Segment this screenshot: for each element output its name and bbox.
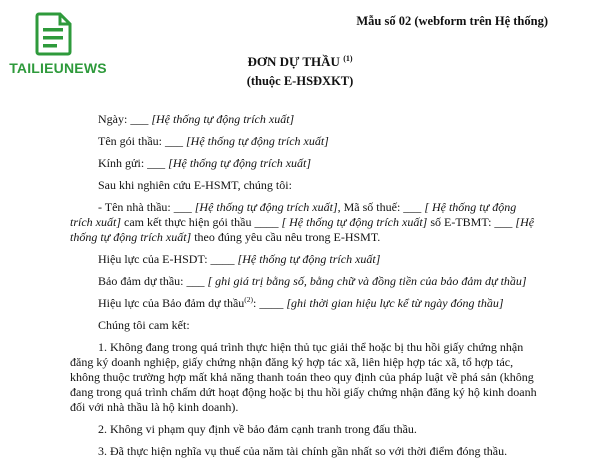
commitment-item: 2. Không vi phạm quy định về bảo đảm cạnh tranh trong đấu thầu.: [98, 422, 417, 436]
date-value: [Hệ thống tự động trích xuất]: [151, 112, 295, 126]
guarantee-validity-footnote: (2): [244, 295, 254, 304]
guarantee-label: Bảo đảm dự thầu: ___: [98, 274, 205, 288]
logo-text: TAILIEUNEWS: [9, 60, 107, 76]
commitment-intro: Chúng tôi cam kết:: [98, 318, 190, 332]
guarantee-validity-line: [70, 296, 538, 311]
guarantee-validity-label: Hiệu lực của Bảo đảm dự thầu: [98, 296, 245, 310]
validity-value: [Hệ thống tự động trích xuất]: [237, 252, 381, 266]
document-subtitle: (thuộc E-HSĐXKT): [246, 74, 354, 88]
recipient-value: [Hệ thống tự động trích xuất]: [168, 156, 312, 170]
document-title: [0, 54, 600, 70]
title-text: ĐƠN DỰ THẦU: [247, 54, 340, 69]
intro-line: Sau khi nghiên cứu E-HSMT, chúng tôi:: [98, 178, 292, 192]
bidder-paragraph: [70, 200, 538, 245]
bidder-closing: theo đúng yêu cầu nêu trong E-HSMT.: [191, 230, 381, 244]
validity-line: [70, 252, 538, 267]
document-body: [70, 112, 538, 466]
tax-code-value: [ Hệ thống tự động trích xuất]: [70, 200, 517, 229]
commitment-item: 3. Đã thực hiện nghĩa vụ thuế của năm tài chính gần nhất so với thời điểm đóng thầu.: [98, 444, 508, 458]
etbmt-value: [Hệ thống tự động trích xuất]: [70, 215, 535, 244]
document-icon: [34, 12, 74, 56]
guarantee-value: [ ghi giá trị bằng số, bằng chữ và đồng tiền của bảo đảm dự thầu]: [207, 274, 527, 288]
bidder-name-value: [Hệ thống tự động trích xuất]: [194, 200, 338, 214]
title-footnote: (1): [343, 54, 353, 63]
package-line: [70, 134, 538, 149]
recipient-line: [70, 156, 538, 171]
validity-label: Hiệu lực của E-HSDT: ____: [98, 252, 235, 266]
bidder-name-label: - Tên nhà thầu: ___: [98, 200, 192, 214]
date-line: [70, 112, 538, 127]
guarantee-line: [70, 274, 538, 289]
recipient-label: Kính gửi: ___: [98, 156, 166, 170]
guarantee-validity-value: [ghi thời gian hiệu lực kể từ ngày đóng thầu]: [286, 296, 504, 310]
etbmt-label: số E-TBMT: ___: [427, 215, 513, 229]
guarantee-validity-blank: : ____: [253, 296, 284, 310]
package-value: [Hệ thống tự động trích xuất]: [185, 134, 329, 148]
package-commit-label: cam kết thực hiện gói thầu ____: [121, 215, 279, 229]
package-commit-value: [ Hệ thống tự động trích xuất]: [281, 215, 428, 229]
tax-code-label: , Mã số thuế: ___: [337, 200, 422, 214]
package-label: Tên gói thầu: ___: [98, 134, 183, 148]
form-number: Mẫu số 02 (webform trên Hệ thống): [356, 14, 548, 28]
commitment-item: 1. Không đang trong quá trình thực hiện thủ tục giải thể hoặc bị thu hồi giấy chứng nhận đăng ký doanh nghiệp, giấy chứng nhận đăng ký hợp tác xã, liên hiệp hợp tác xã, tổ hợp tác, không thuộc trường hợp mất khả năng thanh toán theo quy định của pháp luật về phá sản (không đang trong quá trình chấm dứt hoạt động hoặc bị thu hồi giấy chứng nhận đăng ký hộ kinh doanh đối với nhà thầu là hộ kinh doanh).: [70, 340, 537, 414]
date-label: Ngày: ___: [98, 112, 149, 126]
